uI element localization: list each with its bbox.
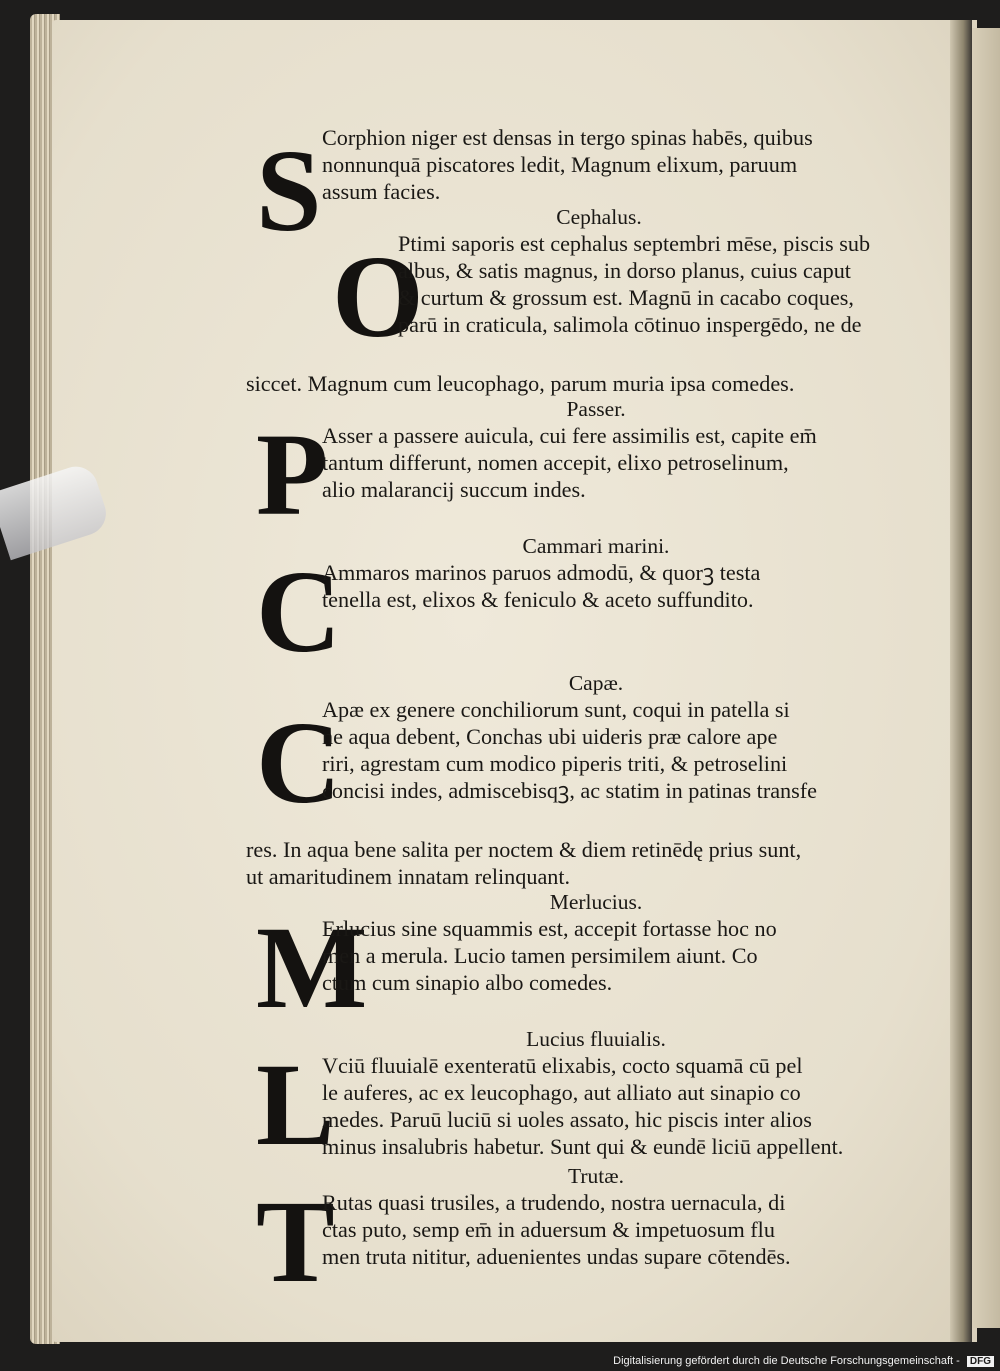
credit-text: Digitalisierung gefördert durch die Deutsche Forschungsgemeinschaft -: [613, 1355, 960, 1367]
section-heading: Cephalus.: [556, 205, 642, 229]
text-line: men a merula. Lucio tamen persimilem aiunt. Co: [322, 943, 758, 968]
drop-initial: C: [256, 697, 342, 828]
text-line: tenella est, elixos & feniculo & aceto suffundito.: [322, 587, 754, 612]
text-line: ut amaritudinem innatam relinquant.: [246, 864, 571, 889]
entry-cephalus: [246, 205, 876, 397]
entry-lucius: [246, 1027, 876, 1170]
section-heading: Capæ.: [568, 671, 624, 695]
text-line: Vciū fluuialē exenteratū elixabis, cocto squamā cū pel: [322, 1053, 803, 1078]
text-line: Ammaros marinos paruos admodū, & quorꝫ testa: [322, 560, 761, 585]
text-line: parū in craticula, salimola cōtinuo inspergēdo, ne de: [398, 312, 862, 337]
text-line: Erlucius sine squammis est, accepit fortasse hoc no: [322, 916, 777, 941]
text-line: siccet. Magnum cum leucophago, parum muria ipsa comedes.: [246, 371, 795, 396]
text-line: assum facies.: [322, 179, 441, 204]
text-line: Asser a passere auicula, cui fere assimilis est, capite em̄: [322, 423, 817, 448]
text-line: Apæ ex genere conchiliorum sunt, coqui in patella si: [322, 697, 790, 722]
text-line: alio malarancij succum indes.: [322, 477, 586, 502]
text-line: nonnunquā piscatores ledit, Magnum elixum, paruum: [322, 152, 798, 177]
dfg-logo: DFG: [967, 1356, 994, 1367]
section-heading: Cammari marini.: [522, 534, 670, 558]
section-heading: Passer.: [566, 397, 626, 421]
entry-capae: [246, 671, 876, 890]
text-line: ctas puto, semp em̄ in aduersum & impetuosum flu: [322, 1217, 775, 1242]
book-gutter: [950, 20, 972, 1342]
text-line: minus insalubris habetur. Sunt qui & eundē liciū appellent.: [322, 1134, 844, 1159]
text-line: Corphion niger est densas in tergo spinas habēs, quibus: [322, 125, 813, 150]
drop-initial: M: [256, 902, 368, 1033]
drop-initial: S: [256, 125, 322, 256]
drop-initial: C: [256, 546, 342, 677]
drop-initial: L: [256, 1039, 335, 1170]
text-line: medes. Paruū luciū si uoles assato, hic piscis inter alios: [322, 1107, 812, 1132]
text-line: Rutas quasi trusiles, a trudendo, nostra uernacula, di: [322, 1190, 786, 1215]
entry-merlucius: [246, 890, 876, 1033]
text-line: le auferes, ac ex leucophago, aut alliato aut sinapio co: [322, 1080, 801, 1105]
text-line: & curtum & grossum est. Magnū in cacabo coques,: [398, 285, 854, 310]
digitization-credit: [613, 1355, 994, 1367]
text-line: men truta nititur, aduenientes undas supare cōtendēs.: [322, 1244, 791, 1269]
section-heading: Trutæ.: [568, 1164, 624, 1188]
drop-initial: T: [256, 1176, 335, 1307]
text-line: concisi indes, admiscebisqꝫ, ac statim in patinas transfe: [322, 778, 818, 803]
text-line: tantum differunt, nomen accepit, elixo petroselinum,: [322, 450, 789, 475]
text-line: ne aqua debent, Conchas ubi uideris præ calore ape: [322, 724, 778, 749]
section-heading: Lucius fluuialis.: [526, 1027, 666, 1051]
entry-cammari: [246, 534, 876, 677]
section-heading: Merlucius.: [549, 890, 643, 914]
drop-initial: O: [332, 231, 424, 362]
entry-trutae: [246, 1164, 876, 1307]
text-line: res. In aqua bene salita per noctem & diem retinēdę prius sunt,: [246, 837, 802, 862]
drop-initial: P: [256, 409, 329, 540]
text-line: albus, & satis magnus, in dorso planus, cuius caput: [398, 258, 851, 283]
text-line: Ptimi saporis est cephalus septembri mēse, piscis sub: [398, 231, 871, 256]
facing-page-edge: [972, 28, 1000, 1328]
text-block: [246, 124, 876, 1307]
text-line: ctum cum sinapio albo comedes.: [322, 970, 613, 995]
entry-passer: [246, 397, 876, 540]
text-line: riri, agrestam cum modico piperis triti, & petroselini: [322, 751, 788, 776]
